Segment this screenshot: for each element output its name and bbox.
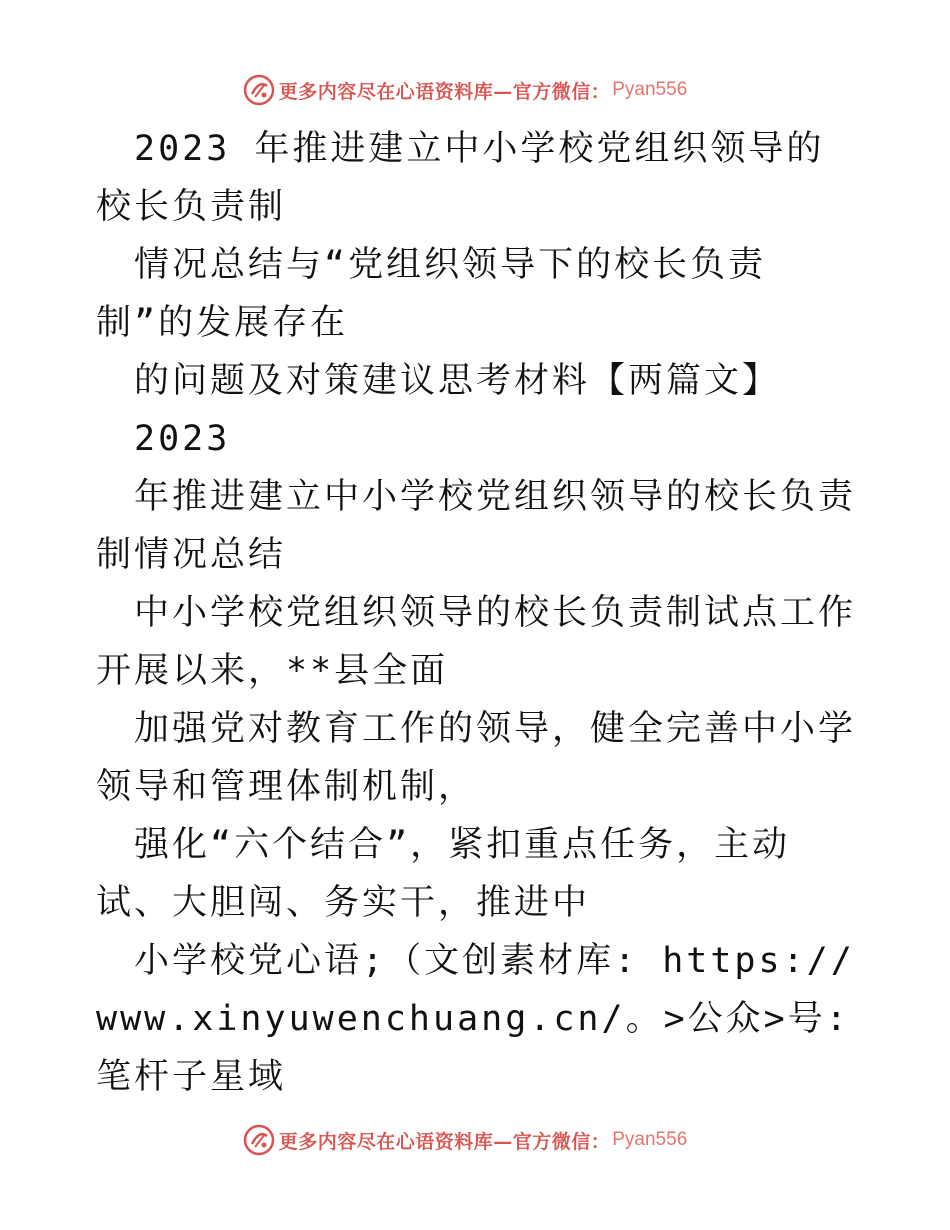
- top-watermark-banner: [0, 70, 950, 110]
- paragraph-6: 中小学校党组织领导的校长负责制试点工作开展以来，**县全面: [96, 593, 857, 691]
- wechat-id: Pyan556: [612, 1129, 688, 1150]
- paragraph-2: 情况总结与“党组织领导下的校长负责制”的发展存在: [96, 245, 767, 343]
- wechat-id: Pyan556: [612, 79, 688, 100]
- bottom-watermark-banner: [0, 1120, 950, 1160]
- watermark-text: 更多内容尽在心语资料库—官方微信：: [278, 1130, 611, 1153]
- logo-icon: [243, 74, 275, 106]
- paragraph-10: www.xinyuwenchuang.cn/。>公众>号: 笔杆子星域: [96, 999, 850, 1097]
- paragraph-5: 年推进建立中小学校党组织领导的校长负责制情况总结: [96, 477, 857, 575]
- paragraph-7: 加强党对教育工作的领导，健全完善中小学领导和管理体制机制，: [96, 709, 857, 807]
- document-body: [96, 120, 856, 1106]
- paragraph-8: 强化“六个结合”，紧扣重点任务，主动试、大胆闯、务实干，推进中: [96, 825, 791, 923]
- paragraph-1: 2023 年推进建立中小学校党组织领导的校长负责制: [96, 129, 825, 227]
- paragraph-3: 的问题及对策建议思考材料【两篇文】: [134, 361, 781, 401]
- paragraph-9: 小学校党心语;（文创素材库: https://: [134, 941, 855, 981]
- paragraph-4: 2023: [134, 419, 231, 459]
- logo-icon: [243, 1124, 275, 1156]
- watermark-text: 更多内容尽在心语资料库—官方微信：: [278, 80, 611, 103]
